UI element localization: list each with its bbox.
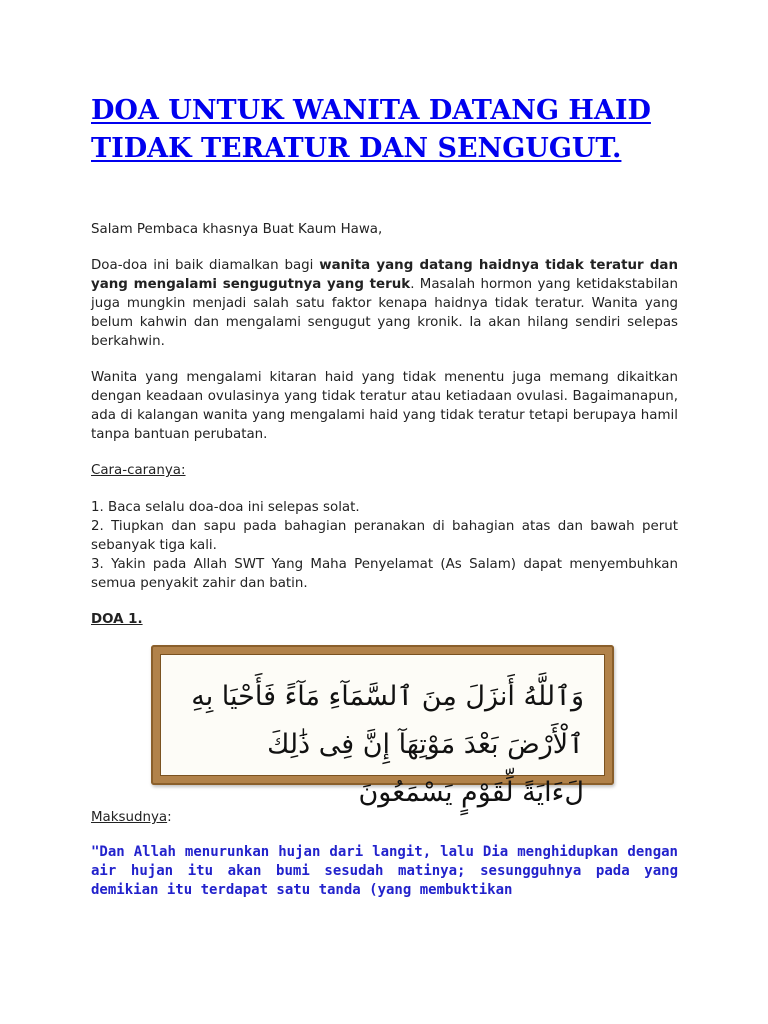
doa-heading: DOA 1. (91, 612, 143, 627)
ovulation-paragraph: Wanita yang mengalami kitaran haid yang tidak menentu juga memang dikaitkan dengan keadaan ovulasinya yang tidak teratur atau ketiadaan ovulasi. Bagaimanapun, ada di kalangan wanita yang mengalami haid yang tidak teratur tetapi berupaya hamil tanpa bantuan perubatan. (91, 370, 678, 442)
intro-paragraph (91, 256, 678, 351)
intro-bold-text: wanita yang datang haidnya tidak teratur dan yang mengalami sengugutnya yang teruk (91, 258, 679, 292)
arabic-verse (174, 673, 584, 817)
cara-heading: Cara-caranya: (91, 463, 186, 478)
steps-list (91, 498, 678, 593)
step-item: 3. Yakin pada Allah SWT Yang Maha Penyelamat (As Salam) dapat menyembuhkan semua penyakit zahir dan batin. (91, 557, 678, 591)
arabic-verse-frame (151, 645, 614, 808)
step-item: 1. Baca selalu doa-doa ini selepas solat. (91, 500, 360, 515)
step-item: 2. Tiupkan dan sapu pada bahagian peranakan di bahagian atas dan bawah perut sebanyak tiga kali. (91, 519, 678, 553)
greeting-text: Salam Pembaca khasnya Buat Kaum Hawa, (91, 222, 383, 237)
maksud-colon: : (167, 810, 172, 825)
arabic-verse-panel (160, 654, 605, 808)
translation-quote: "Dan Allah menurunkan hujan dari langit, lalu Dia menghidupkan dengan air hujan itu akan bumi sesudah matinya; sesungguhnya pada yang demikian itu terdapat satu tanda (yang membuktikan (91, 844, 678, 898)
arabic-line: وَٱللَّهُ أَنزَلَ مِنَ ٱلسَّمَآءِ مَآءً فَأَحْيَا بِهِ ٱلْأَرْضَ بَعْدَ مَوْتِهَآ إِنَّ فِى ذَٰلِكَ (191, 681, 584, 760)
intro-text-start: Doa-doa ini baik diamalkan bagi (91, 258, 320, 273)
maksud-label: Maksudnya (91, 810, 168, 825)
arabic-line: لَءَايَةً لِّقَوْمٍ يَسْمَعُونَ (358, 777, 584, 808)
intro-text-end: . Masalah hormon yang ketidakstabilan juga mungkin menjadi salah satu faktor kenapa haidnya tidak teratur. Wanita yang belum kahwin dan mengalami sengugut yang kronik. Ia akan hilang sendiri selepas berkahwin. (91, 277, 678, 349)
page-title[interactable]: DOA UNTUK WANITA DATANG HAID TIDAK TERATUR DAN SENGUGUT. (91, 95, 651, 164)
